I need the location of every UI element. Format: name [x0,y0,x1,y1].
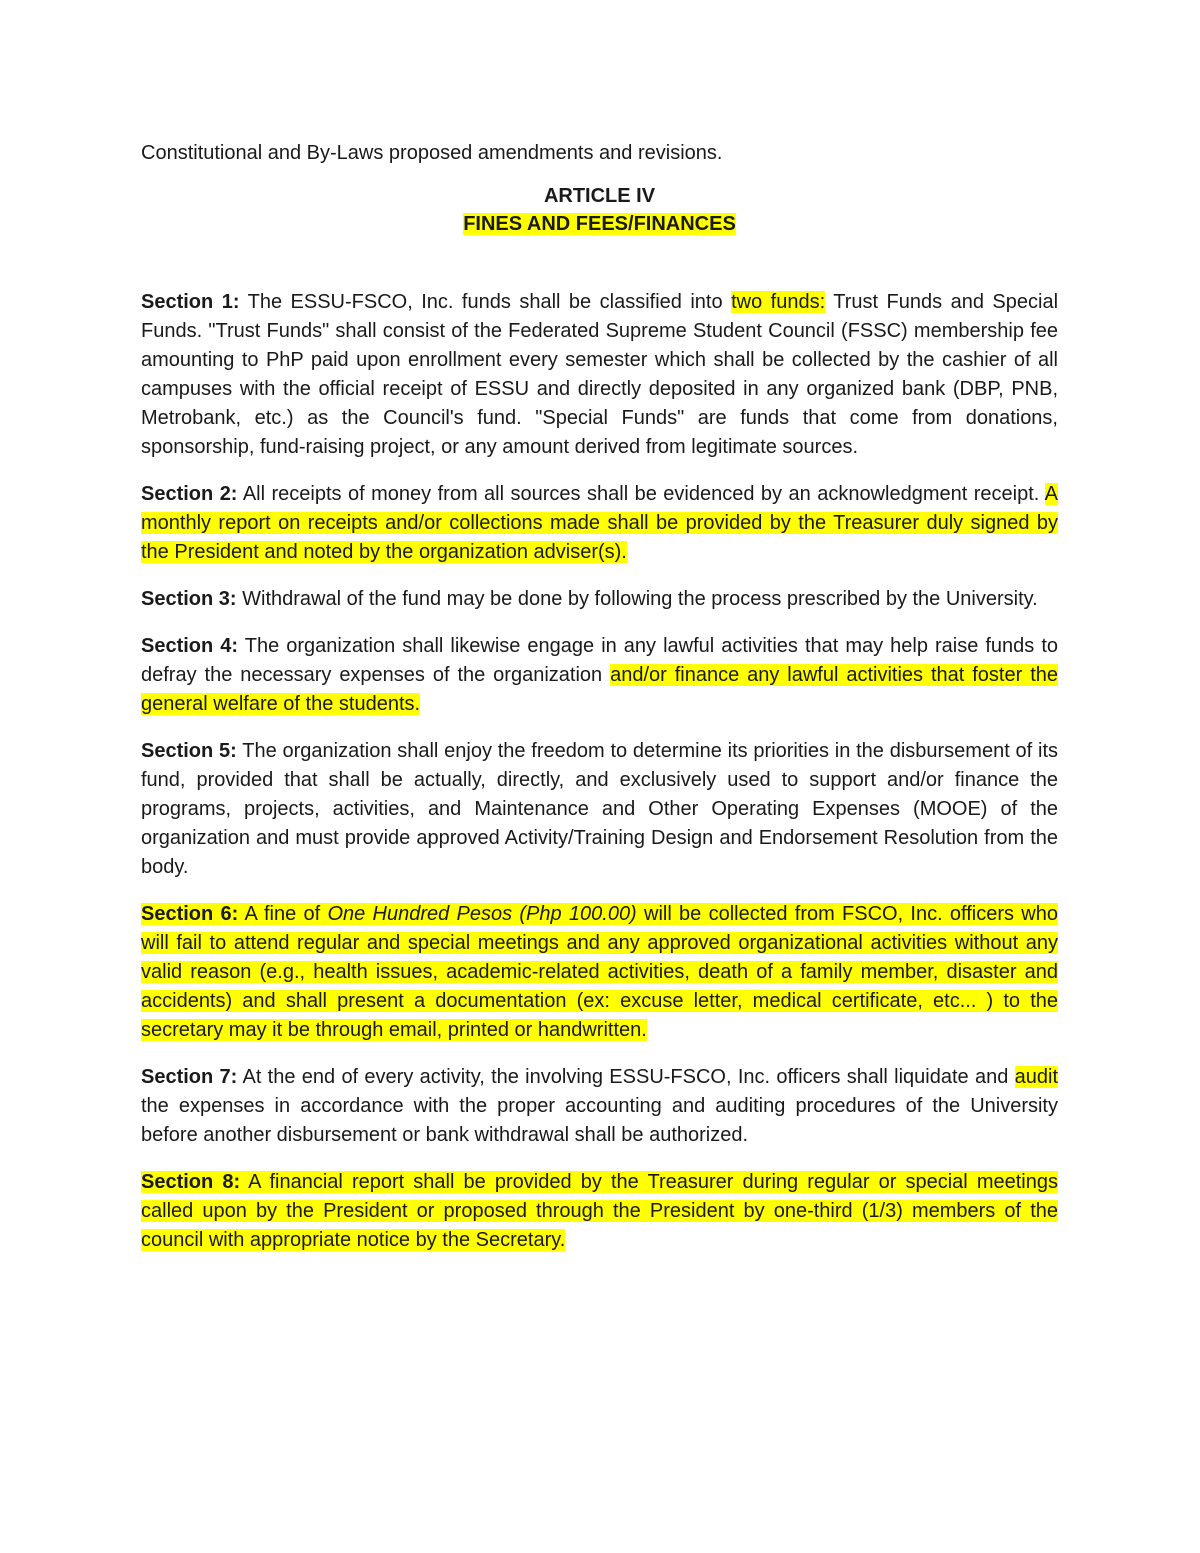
section-text: The ESSU-FSCO, Inc. funds shall be classified into [239,291,732,313]
highlighted-text [141,1171,1058,1251]
section-text: the expenses in accordance with the proper accounting and auditing procedures of the University before another disbursement or bank withdrawal shall be authorized. [141,1095,1058,1146]
document-intro: Constitutional and By-Laws proposed amendments and revisions. [141,142,723,164]
section-label: Section 8: [141,1171,241,1193]
section-label: Section 3: [141,588,237,610]
section-7 [141,1063,1058,1150]
article-title-wrap [141,210,1058,238]
section-1 [141,288,1058,462]
section-text: At the end of every activity, the involving ESSU-FSCO, Inc. officers shall liquidate and [237,1066,1015,1088]
section-text: The organization shall enjoy the freedom to determine its priorities in the disbursement of its fund, provided that shall be actually, directly, and exclusively used to support and/or finance the programs, projects, activities, and Maintenance and Other Operating Expenses (MOOE) of the organization and must provide approved Activity/Training Design and Endorsement Resolution from the body. [141,740,1058,878]
italic-amount: One Hundred Pesos (Php 100.00) [327,903,637,925]
section-text: A fine of [238,903,328,925]
highlighted-text: and/or finance any lawful activities that foster the general welfare of the students. [141,664,1058,715]
section-text: The organization shall likewise engage in any lawful activities that may help raise funds to defray the necessary expenses of the organization [141,635,1059,686]
section-label: Section 5: [141,740,237,762]
section-text: will be collected from FSCO, Inc. officers who will fail to attend regular and special meetings and any approved organizational activities without any valid reason (e.g., health issues, academic-related activities, death of a family member, disaster and accidents) and shall present a documentation (ex: excuse letter, medical certificate, etc... ) to the secretary may it be through email, printed or handwritten. [141,903,1058,1041]
section-text: Trust Funds and Special Funds. "Trust Funds" shall consist of the Federated Supreme Student Council (FSSC) membership fee amounting to PhP paid upon enrollment every semester which shall be collected by the cashier of all campuses with the official receipt of ESSU and directly deposited in any organized bank (DBP, PNB, Metrobank, etc.) as the Council's fund. "Special Funds" are funds that come from donations, sponsorship, fund-raising project, or any amount derived from legitimate sources. [141,291,1059,458]
section-text: Withdrawal of the fund may be done by following the process prescribed by the University. [236,588,1038,610]
section-label: Section 7: [141,1066,238,1088]
section-8 [141,1168,1058,1255]
section-3 [141,585,1058,614]
highlighted-text: two funds: [731,291,826,313]
section-5 [141,737,1058,882]
highlighted-text [141,903,1058,1041]
section-text: A financial report shall be provided by the Treasurer during regular or special meetings called upon by the President or proposed through the President by one-third (1/3) members of the council with appropriate notice by the Secretary. [141,1171,1058,1251]
highlighted-text: audit [1014,1066,1058,1088]
article-number: ARTICLE IV [543,185,656,207]
section-text: All receipts of money from all sources shall be evidenced by an acknowledgment receipt. [237,483,1045,505]
section-6 [141,900,1058,1045]
section-2 [141,480,1058,567]
document-page [141,138,1058,1273]
section-label: Section 4: [141,635,239,657]
highlighted-text: A monthly report on receipts and/or collections made shall be provided by the Treasurer duly signed by the President and noted by the organization adviser(s). [141,483,1059,563]
article-title: FINES AND FEES/FINANCES [463,213,736,235]
section-label: Section 1: [141,291,240,313]
section-label: Section 6: [141,903,239,925]
section-4 [141,632,1058,719]
section-label: Section 2: [141,483,238,505]
